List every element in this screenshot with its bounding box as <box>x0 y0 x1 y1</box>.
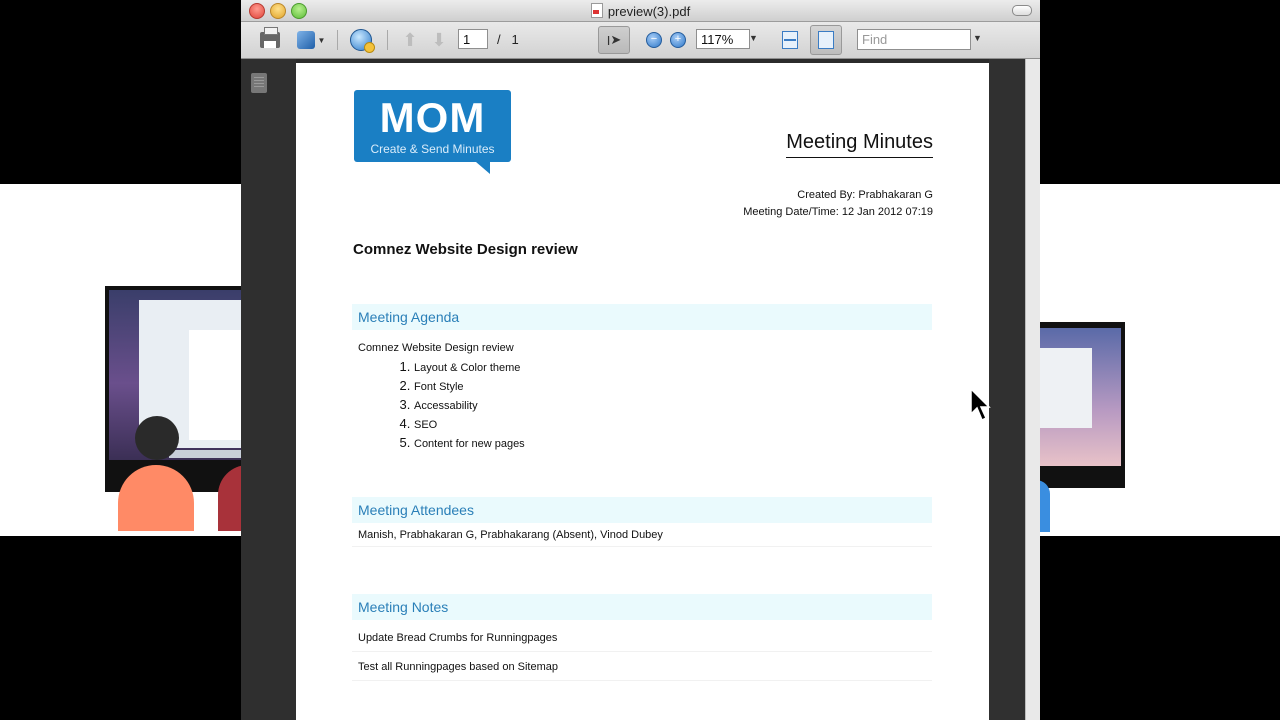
globe-icon <box>350 29 372 51</box>
note-item: Update Bread Crumbs for Runningpages <box>352 624 932 652</box>
attendees-heading: Meeting Attendees <box>352 497 932 523</box>
fit-page-button[interactable] <box>810 25 842 55</box>
fit-width-icon <box>782 31 798 49</box>
printer-icon <box>260 32 280 48</box>
logo-tail <box>476 162 490 174</box>
web-button[interactable] <box>346 28 376 52</box>
background-window-right <box>1036 348 1092 428</box>
zoom-in-icon: + <box>670 32 686 48</box>
document-icon[interactable] <box>251 73 267 93</box>
meeting-name: Comnez Website Design review <box>353 241 578 258</box>
document-title: Meeting Minutes <box>786 131 933 158</box>
note-item: Test all Runningpages based on Sitemap <box>352 653 932 681</box>
logo-word: MOM <box>379 94 486 141</box>
logo-tagline: Create & Send Minutes <box>370 142 495 156</box>
arrow-up-icon: ⬆ <box>402 29 418 50</box>
agenda-item: 4. SEO <box>414 415 932 434</box>
created-by: Created By: Prabhakaran G <box>797 189 933 201</box>
page-gutter-right <box>989 59 1025 720</box>
zoom-out-icon: − <box>646 32 662 48</box>
page-separator: / <box>497 32 501 47</box>
background-laptop-left <box>105 286 245 492</box>
agenda-list <box>352 358 932 453</box>
share-icon <box>297 31 315 49</box>
page-count: 1 <box>511 32 519 47</box>
zoom-out-button[interactable] <box>643 28 665 52</box>
background-laptop-right-screen <box>1036 328 1121 466</box>
background-dock <box>169 450 245 458</box>
fit-page-icon <box>818 31 834 49</box>
page-gutter-left <box>281 59 296 720</box>
mom-logo <box>354 90 511 162</box>
find-input[interactable]: Find <box>857 29 971 50</box>
select-tool-button[interactable] <box>598 26 630 54</box>
toolbar-toggle-button[interactable] <box>1012 5 1032 16</box>
background-laptop-right <box>1036 322 1125 488</box>
background-circle <box>135 416 179 460</box>
zoom-in-button[interactable] <box>667 28 689 52</box>
chevron-down-icon: ▼ <box>317 35 326 45</box>
find-dropdown-icon[interactable]: ▼ <box>973 33 982 43</box>
pointer-icon: ➤ <box>610 32 622 47</box>
agenda-body <box>352 340 932 453</box>
arrow-down-icon: ⬇ <box>431 29 447 50</box>
text-cursor-icon: I <box>606 32 611 48</box>
agenda-item: 1. Layout & Color theme <box>414 358 932 377</box>
agenda-item: 5. Content for new pages <box>414 434 932 453</box>
print-button[interactable] <box>257 28 283 52</box>
agenda-heading: Meeting Agenda <box>352 304 932 330</box>
attendees-text: Manish, Prabhakaran G, Prabhakarang (Absent), Vinod Dubey <box>352 527 932 547</box>
document-meta <box>743 187 933 221</box>
page-total <box>497 32 519 47</box>
page-number-input[interactable]: 1 <box>458 29 488 49</box>
notes-heading: Meeting Notes <box>352 594 932 620</box>
previous-page-button[interactable] <box>399 28 421 52</box>
window-title <box>241 3 1040 19</box>
zoom-dropdown-icon[interactable]: ▼ <box>749 33 758 43</box>
agenda-item: 2. Font Style <box>414 377 932 396</box>
scrollbar[interactable] <box>1025 59 1040 720</box>
next-page-button[interactable] <box>428 28 450 52</box>
agenda-lead: Comnez Website Design review <box>358 342 514 354</box>
title-bar <box>241 0 1040 22</box>
background-pane <box>189 330 245 440</box>
share-button[interactable] <box>294 28 328 52</box>
pdf-file-icon <box>591 3 603 18</box>
toolbar-divider <box>337 30 338 50</box>
background-shape-orange <box>118 465 194 531</box>
window-title-text: preview(3).pdf <box>607 4 691 19</box>
thumbnail-sidebar <box>241 59 281 720</box>
pdf-page <box>296 63 989 720</box>
agenda-item: 3. Accessability <box>414 396 932 415</box>
fit-width-button[interactable] <box>779 28 801 52</box>
toolbar-divider <box>387 30 388 50</box>
zoom-level-field[interactable]: 117% <box>696 29 750 49</box>
meeting-datetime: Meeting Date/Time: 12 Jan 2012 07:19 <box>743 206 933 218</box>
